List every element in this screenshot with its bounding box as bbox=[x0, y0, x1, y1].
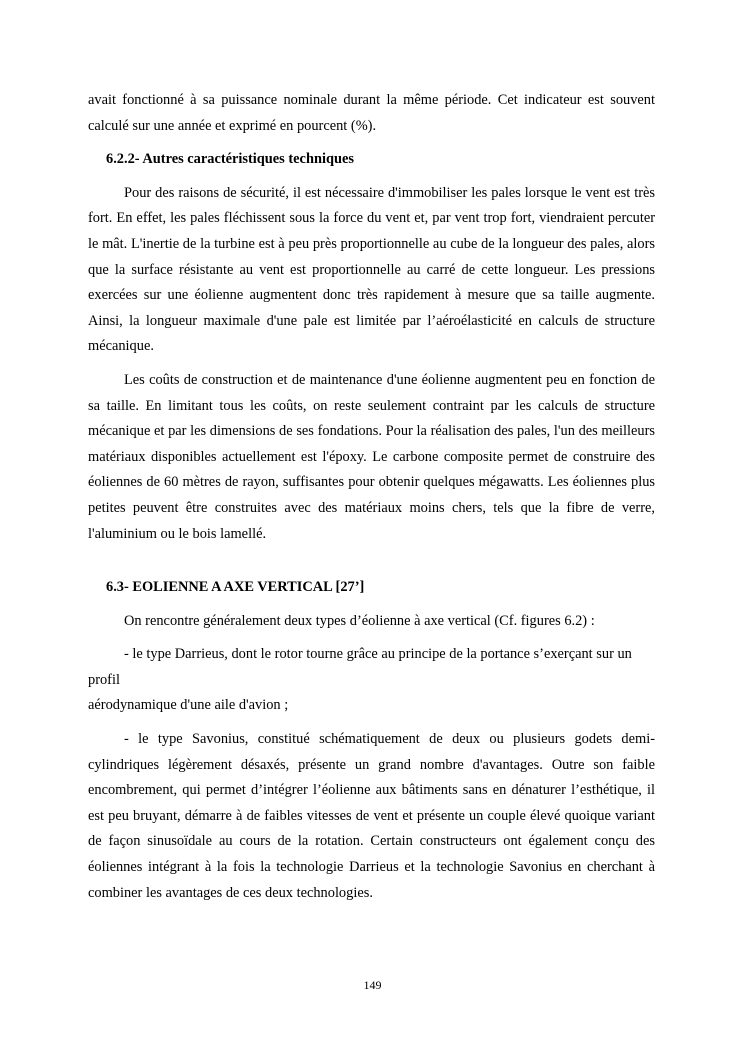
page-body bbox=[88, 88, 655, 906]
paragraph-safety: Pour des raisons de sécurité, il est nécessaire d'immobiliser les pales lorsque le vent est très fort. En effet, les pales fléchissent sous la force du vent et, par vent trop fort, viendraient percuter le mât. L'inertie de la turbine est à peu près proportionnelle au cube de la longueur des pales, alors que la surface résistante au vent est proportionnelle au carré de cette longueur. Les pressions exercées sur une éolienne augmentent donc très rapidement à mesure que sa taille augmente. Ainsi, la longueur maximale d'une pale est limitée par l’aéroélasticité en calculs de structure mécanique. bbox=[88, 184, 655, 355]
section-heading-6-2-2: 6.2.2- Autres caractéristiques techniques bbox=[106, 151, 354, 168]
paragraph-darrieus-continued: aérodynamique d'une aile d'avion ; bbox=[88, 697, 289, 714]
paragraph-costs: Les coûts de construction et de maintenance d'une éolienne augmentent peu en fonction de sa taille. En limitant tous les coûts, on reste seulement contraint par les calculs de structure mécanique et par les dimensions de ses fondations. Pour la réalisation des pales, l'un des meilleurs matériaux disponibles actuellement est l'époxy. Le carbone composite permet de construire des éoliennes de 60 mètres de rayon, suffisantes pour obtenir quelques mégawatts. Les éoliennes plus petites peuvent être construites avec des matériaux moins chers, tels que la fibre de verre, l'aluminium ou le bois lamellé. bbox=[88, 371, 655, 542]
page-number: 149 bbox=[363, 978, 382, 992]
paragraph-intro-continuation: avait fonctionné à sa puissance nominale durant la même période. Cet indicateur est souvent calculé sur une année et exprimé en pourcent (%). bbox=[88, 92, 655, 134]
paragraph-savonius: - le type Savonius, constitué schématiquement de deux ou plusieurs godets demi-cylindriques légèrement désaxés, présente un grand nombre d'avantages. Outre son faible encombrement, qui permet d’intégrer l’éolienne aux bâtiments sans en dénaturer l’esthétique, il est peu bruyant, démarre à de faibles vitesses de vent et présente un couple élevé quoique variant de façon sinusoïdale au cours de la rotation. Certain constructeurs ont également conçu des éoliennes intégrant à la fois la technologie Darrieus et la technologie Savonius en cherchant à combiner les avantages de ces deux technologies. bbox=[88, 731, 655, 901]
section-heading-6-3: 6.3- EOLIENNE A AXE VERTICAL [27’] bbox=[106, 579, 365, 596]
paragraph-darrieus: - le type Darrieus, dont le rotor tourne grâce au principe de la portance s’exerçant sur un profil bbox=[88, 646, 632, 688]
paragraph-vertical-axis-types: On rencontre généralement deux types d’éolienne à axe vertical (Cf. figures 6.2) : bbox=[124, 612, 595, 629]
